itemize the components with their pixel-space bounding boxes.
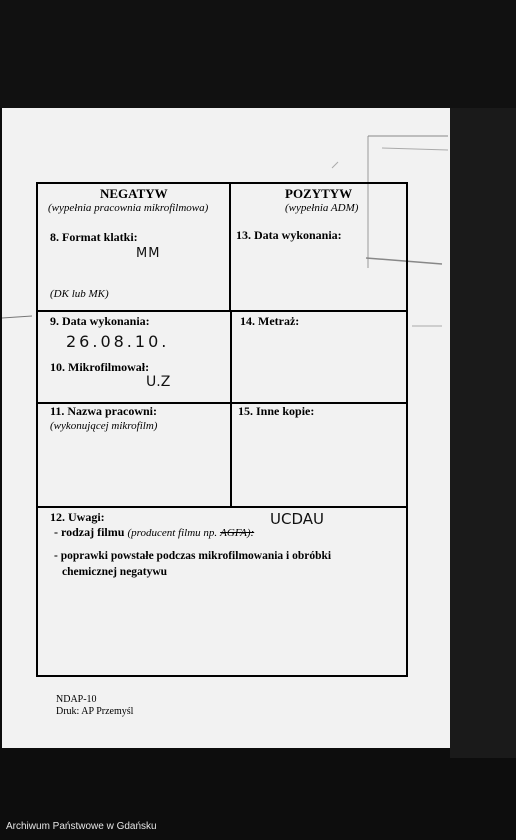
field-12-label: 12. Uwagi: bbox=[50, 510, 105, 524]
pozytyw-subheading: (wypełnia ADM) bbox=[285, 202, 359, 214]
negatyw-heading: NEGATYW bbox=[100, 186, 168, 201]
field-12-film-type bbox=[54, 525, 254, 540]
field-8-note: (DK lub MK) bbox=[50, 288, 109, 300]
field-12-film-type-text: - rodzaj filmu bbox=[54, 525, 125, 539]
field-14-label: 14. Metraż: bbox=[240, 314, 300, 328]
column-divider-2 bbox=[230, 310, 232, 506]
field-15-label: 15. Inne kopie: bbox=[238, 404, 315, 418]
archive-watermark: Archiwum Państwowe w Gdańsku bbox=[6, 821, 157, 832]
field-9-label: 9. Data wykonania: bbox=[50, 314, 150, 328]
field-12-handwritten-value: UCDAU bbox=[270, 510, 324, 528]
row-divider-3 bbox=[38, 506, 408, 508]
field-9-handwritten-value: 26.08.10. bbox=[66, 332, 170, 351]
negatyw-subheading: (wypełnia pracownia mikrofilmowa) bbox=[48, 202, 209, 214]
field-8-label: 8. Format klatki: bbox=[50, 230, 138, 244]
field-13-label: 13. Data wykonania: bbox=[236, 228, 342, 242]
film-record-form bbox=[36, 182, 408, 677]
field-8-handwritten-value: MM bbox=[136, 246, 161, 261]
field-11-label: 11. Nazwa pracowni: bbox=[50, 404, 157, 418]
pozytyw-heading: POZYTYW bbox=[285, 186, 353, 201]
row-divider-1 bbox=[38, 310, 408, 312]
scan-background-top bbox=[0, 0, 516, 108]
print-info: Druk: AP Przemyśl bbox=[56, 706, 134, 717]
field-10-label: 10. Mikrofilmował: bbox=[50, 360, 150, 374]
field-12-struck-example: AGFA): bbox=[220, 527, 255, 539]
field-10-handwritten-value: U.Z bbox=[146, 374, 171, 390]
field-12-corrections-line2: chemicznej negatywu bbox=[62, 566, 168, 578]
field-11-subheading: (wykonującej mikrofilm) bbox=[50, 420, 158, 432]
field-12-corrections-line1: - poprawki powstałe podczas mikrofilmowania i obróbki bbox=[54, 550, 332, 562]
form-code: NDAP-10 bbox=[56, 694, 97, 705]
field-12-film-type-note: (producent filmu np. bbox=[127, 527, 218, 539]
scan-edge-strip bbox=[448, 108, 516, 758]
column-divider-1 bbox=[229, 184, 231, 310]
